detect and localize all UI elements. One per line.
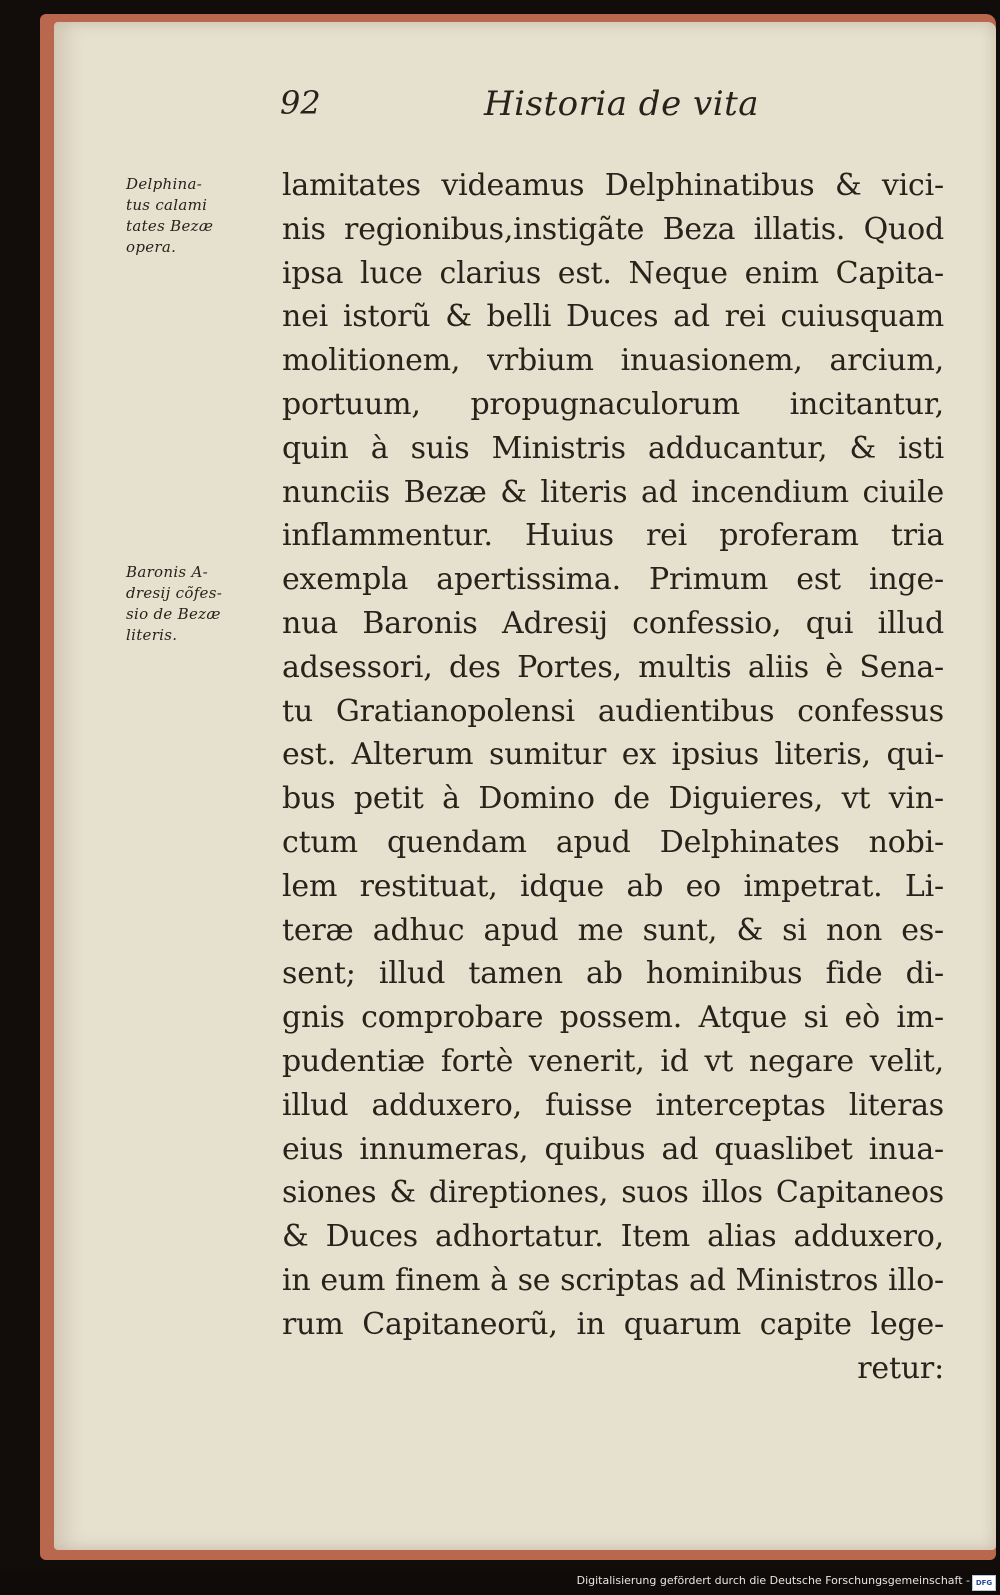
marginal-note-line: Baronis A-	[126, 563, 208, 581]
body-line: eius innumeras, quibus ad quaslibet inua-	[282, 1131, 944, 1167]
body-line: exempla apertissima. Primum est inge-	[282, 562, 944, 598]
page-number: 92	[280, 84, 321, 122]
body-line: illud adduxero, fuisse interceptas literas	[282, 1087, 944, 1123]
marginal-note-line: dresij cõfes-	[126, 584, 223, 602]
body-line: quin à suis Ministris adducantur, & isti	[282, 430, 944, 466]
body-line: rum Capitaneorũ, in quarum capite lege-	[282, 1306, 944, 1342]
body-line: siones & direptiones, suos illos Capitaneos	[282, 1175, 944, 1211]
body-line: nunciis Bezæ & literis ad incendium ciuile	[282, 474, 944, 510]
body-line: bus petit à Domino de Diguieres, vt vin-	[282, 781, 944, 817]
marginal-note-line: opera.	[126, 238, 177, 256]
body-text	[282, 164, 944, 1390]
body-line: & Duces adhortatur. Item alias adduxero,	[282, 1219, 944, 1255]
body-line: adsessori, des Portes, multis aliis è Sena-	[282, 649, 944, 685]
marginal-note-line: Delphina-	[126, 175, 203, 193]
body-line: ctum quendam apud Delphinates nobi-	[282, 824, 944, 860]
running-title: Historia de vita	[484, 84, 760, 124]
footer-bar	[0, 1571, 1000, 1595]
body-line: inflammentur. Huius rei proferam tria	[282, 518, 944, 554]
marginal-note-line: literis.	[126, 626, 178, 644]
marginal-note-line: tates Bezæ	[126, 217, 214, 235]
marginal-note-delphinatus	[126, 174, 286, 258]
marginal-note-baronis	[126, 562, 286, 646]
body-line: lamitates videamus Delphinatibus & vici-	[282, 168, 944, 203]
body-line: ipsa luce clarius est. Neque enim Capita-	[282, 255, 944, 291]
body-line: est. Alterum sumitur ex ipsius literis, qui-	[282, 737, 944, 773]
body-line: teræ adhuc apud me sunt, & si non es-	[282, 912, 944, 948]
marginal-note-line: tus calami	[126, 196, 208, 214]
body-line: gnis comprobare possem. Atque si eò im-	[282, 1000, 944, 1036]
body-line: in eum finem à se scriptas ad Ministros illo-	[282, 1262, 944, 1298]
body-line: tu Gratianopolensi audientibus confessus	[282, 693, 944, 729]
body-line: nis regionibus,instigãte Beza illatis. Quod	[282, 211, 944, 247]
body-line: molitionem, vrbium inuasionem, arcium,	[282, 343, 944, 379]
body-line: nua Baronis Adresij confessio, qui illud	[282, 605, 944, 641]
footer-credit: Digitalisierung gefördert durch die Deutsche Forschungsgemeinschaft -	[576, 1574, 970, 1587]
body-line: sent; illud tamen ab hominibus fide di-	[282, 956, 944, 992]
running-head	[54, 84, 996, 134]
body-line: pudentiæ fortè venerit, id vt negare velit,	[282, 1043, 944, 1079]
book-page	[54, 22, 996, 1550]
dfg-logo-icon: DFG	[972, 1575, 996, 1591]
body-line: nei istorũ & belli Duces ad rei cuiusquam	[282, 299, 944, 335]
body-line: lem restituat, idque ab eo impetrat. Li-	[282, 868, 944, 904]
marginal-note-line: sio de Bezæ	[126, 605, 221, 623]
body-line: portuum, propugnaculorum incitantur,	[282, 386, 944, 422]
body-line-catchword: retur:	[857, 1350, 944, 1386]
